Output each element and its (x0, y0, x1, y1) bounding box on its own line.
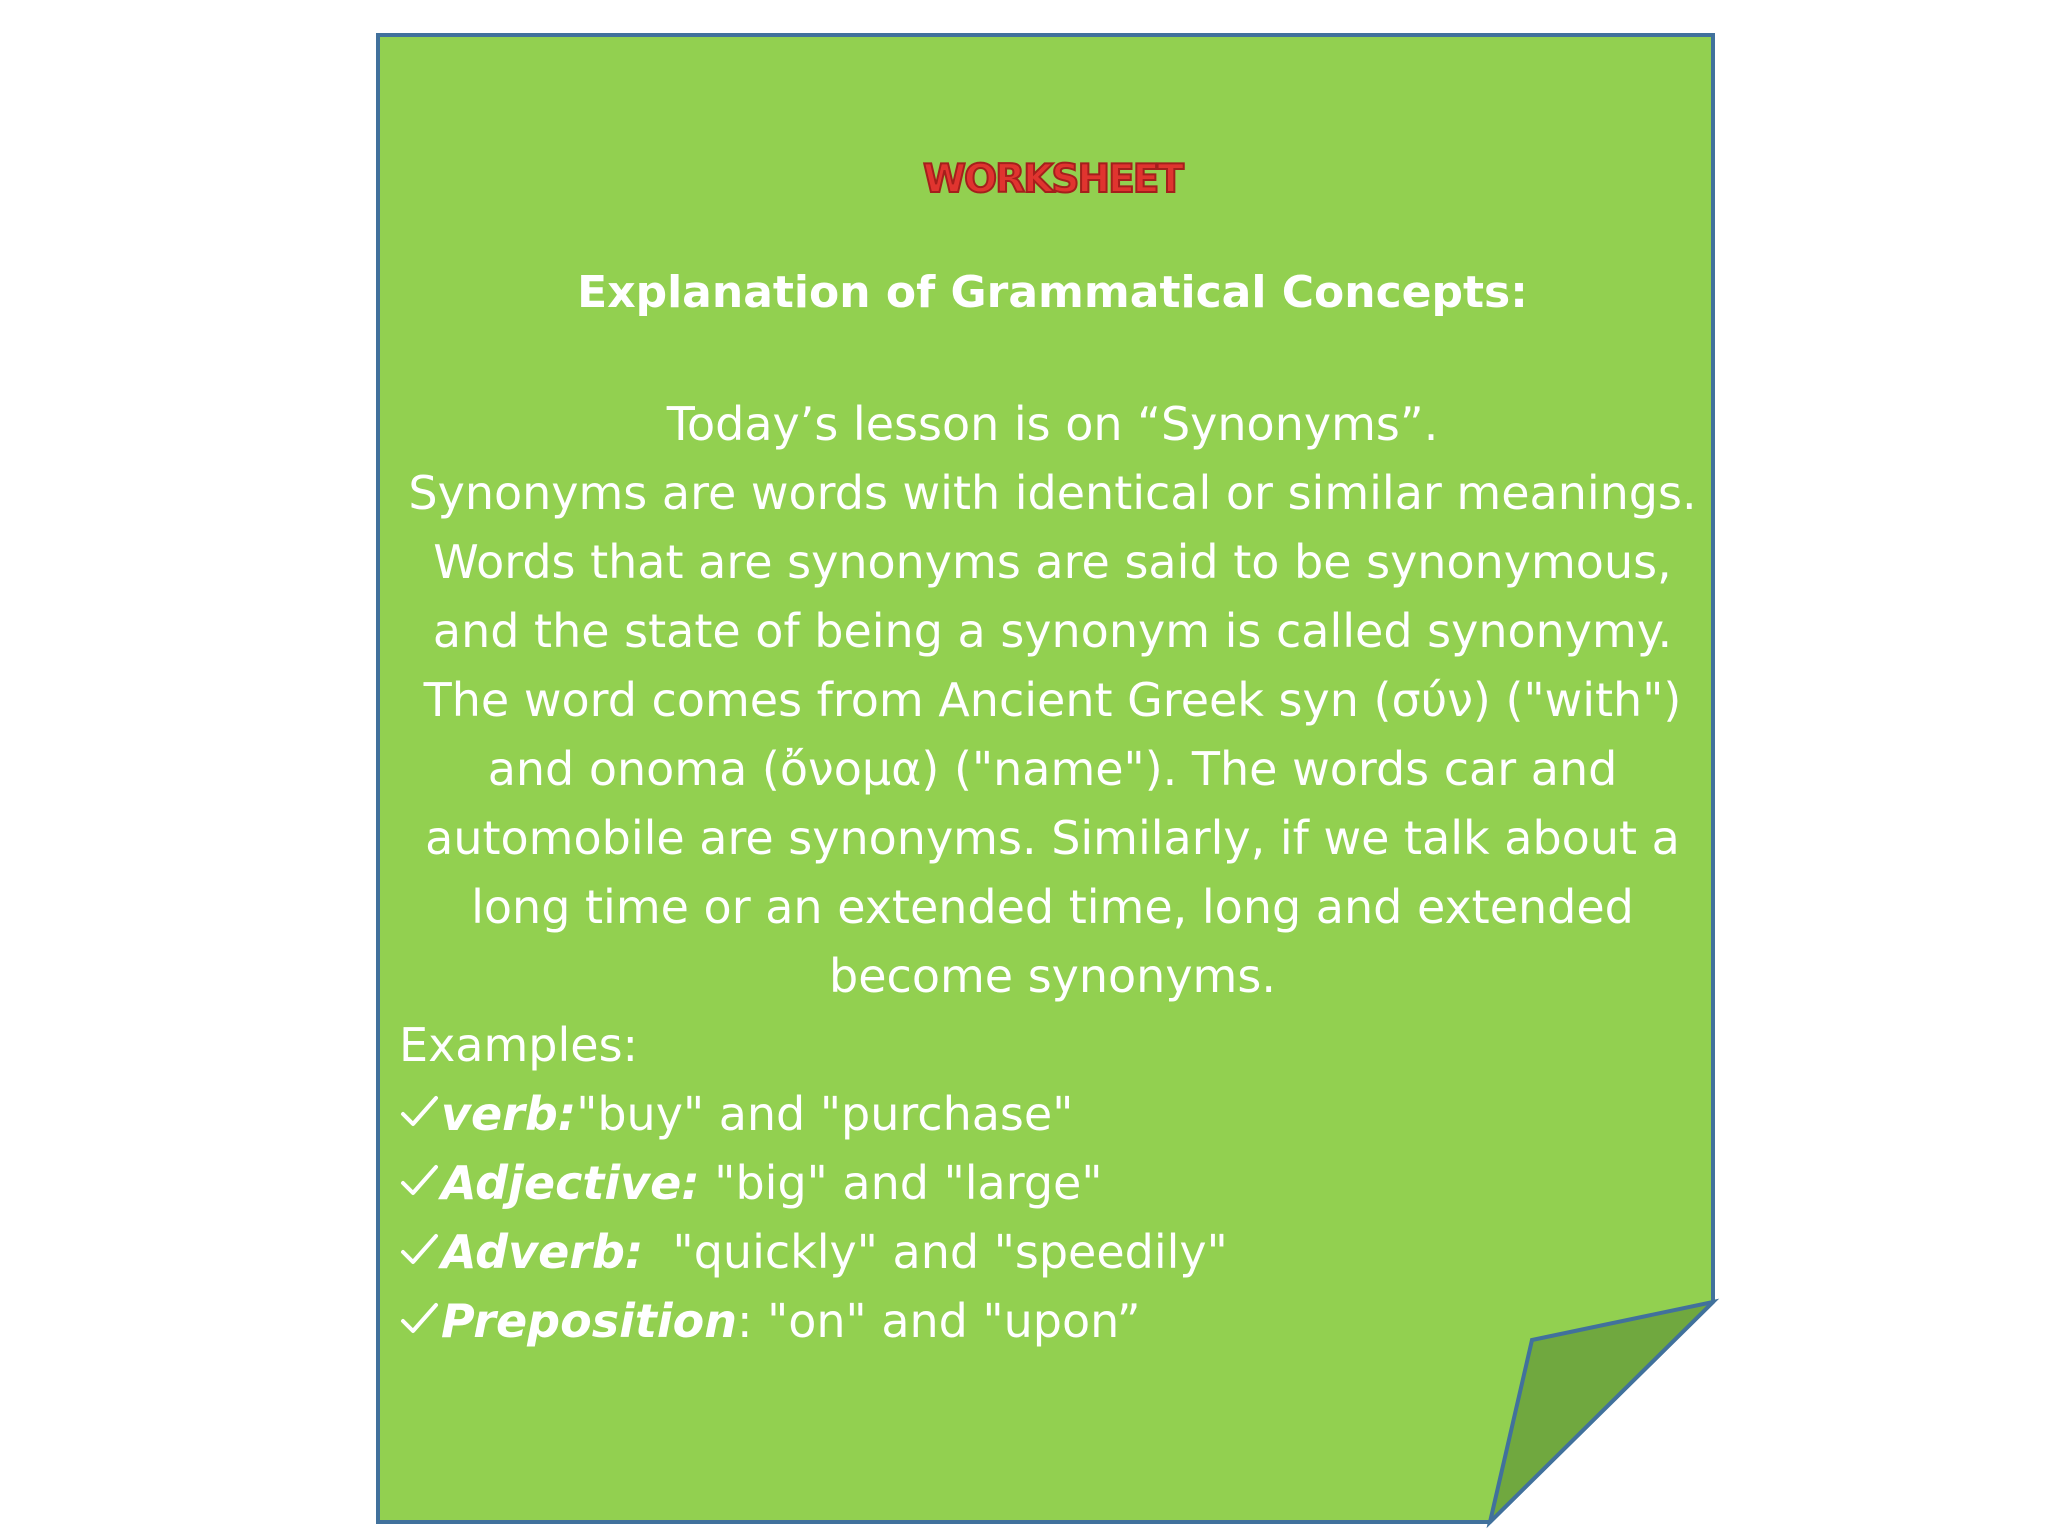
example-text: "buy" and "purchase" (576, 1087, 1074, 1141)
explanation-line: Today’s lesson is on “Synonyms”. (666, 397, 1439, 451)
explanation-line: and the state of being a synonym is called synonymy. (432, 604, 1673, 658)
explanation-line: automobile are synonyms. Similarly, if we talk about a (425, 811, 1680, 865)
explanation-line: Synonyms are words with identical or similar meanings. (408, 466, 1697, 520)
explanation-line: and onoma (ὄνομα) ("name"). The words car and (487, 742, 1618, 796)
examples-label: Examples: (399, 1018, 639, 1072)
example-text: : "on" and "upon” (736, 1294, 1141, 1348)
check-icon (399, 1230, 439, 1270)
explanation-line: long time or an extended time, long and extended (471, 880, 1634, 934)
check-icon (399, 1092, 439, 1132)
example-item-adverb (399, 1218, 1710, 1287)
example-term: Adverb: (441, 1225, 644, 1279)
examples-list (399, 1011, 1710, 1356)
check-icon (399, 1299, 439, 1339)
check-icon (399, 1161, 439, 1201)
explanation-line: become synonyms. (829, 949, 1276, 1003)
explanation-paragraph (395, 390, 1710, 1011)
example-term: Preposition (441, 1294, 737, 1348)
example-term: Adjective: (441, 1156, 700, 1210)
worksheet-title: WORKSHEET (922, 157, 1183, 202)
example-text: "big" and "large" (699, 1156, 1103, 1210)
explanation-line: Words that are synonyms are said to be synonymous, (433, 535, 1672, 589)
worksheet-content (395, 155, 1710, 1356)
example-term: verb: (441, 1087, 577, 1141)
example-item-preposition (399, 1287, 1710, 1356)
explanation-line: The word comes from Ancient Greek syn (σύν) ("with") (423, 673, 1682, 727)
example-item-verb (399, 1080, 1710, 1149)
example-text: "quickly" and "speedily" (643, 1225, 1228, 1279)
example-item-adjective (399, 1149, 1710, 1218)
concepts-heading: Explanation of Grammatical Concepts: (577, 267, 1528, 318)
